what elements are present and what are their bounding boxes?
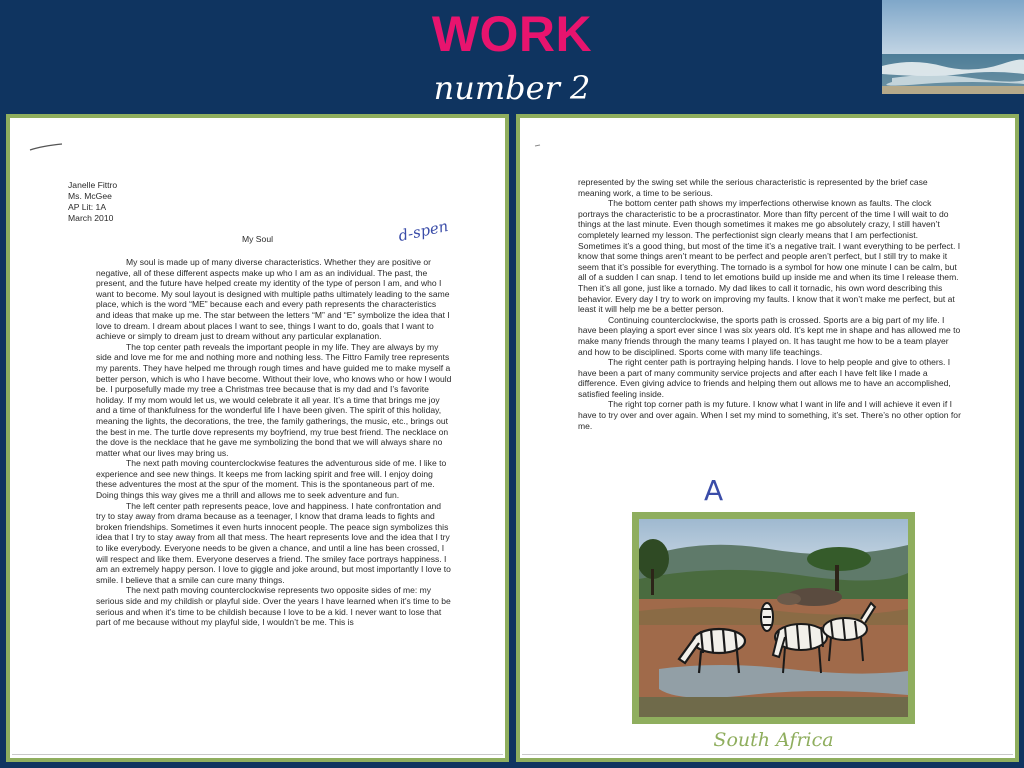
pen-mark-icon: [28, 136, 68, 156]
class-name: AP Lit: 1A: [68, 202, 107, 212]
essay-title: My Soul: [241, 234, 274, 244]
paragraph: The next path moving counterclockwise represents two opposite sides of me: my serious side and my childish or playful side. Over the years I have learned when it’s time to be serious and when it’s time to be childish because I love to be a kid. I never want to lose that part of me because without my playful side, I wouldn’t be me. This is: [96, 585, 451, 628]
ocean-wave-photo: [882, 0, 1024, 94]
essay-date: March 2010: [68, 213, 114, 223]
paragraph: My soul is made up of many diverse characteristics. Whether they are positive or negative, all of these different aspects make up who I am as an individual. The past, the present, and the future have helped create my identity of the type of person I am, and who I want to become. My soul layout is designed with multiple paths ultimately leading to the same place, which is the word “ME” because each and every path represents the characteristics and ideas that make up me. The star between the letters “M” and “E” symbolize the idea that I love to dream. I dream about places I want to see, things I want to do, goals that I want to achieve or simply to dream just to dream without any particular explanation.: [96, 257, 450, 342]
paragraph: The top center path reveals the important people in my life. They are always by my side and love me for me and nothing more and nothing less. The Fittro Family tree represents my parents. They have helped me through rough times and have guided me to make myself a better person, which is who I have become. Without their love, who knows who or how I would be. I purposefully made my tree a Christmas tree because that is my dad and I’s favorite holiday. If my mom would let us, we would celebrate it all year. It’s a time that brings me joy and a time of thankfulness for the wonderful life I have been given. The spirit of this holiday, meaning the lights, the decorations, the tree, the family gatherings, the music, etc., brings out the best in me. The turtle dove represents my boyfriend, my true best friend. The necklace on the dove is the necklace that he gave me symbolizing the bond that we will always share no matter what our lives may bring us.: [96, 341, 452, 458]
slide-subtitle: number 2: [433, 69, 591, 107]
paragraph: Continuing counterclockwise, the sports path is crossed. Sports are a big part of my life. I have been playing a sport ever since I was six years old. It’s kept me in shape and has allowed me to make many friends through the many teams I played on. It has taught me how to be a team player and how to be disciplined. Sports come with many life teachings.: [578, 314, 961, 357]
photo-caption: South Africa: [713, 729, 834, 751]
slide-title: WORK: [431, 6, 593, 62]
essay-body-left: [96, 257, 452, 628]
paragraph: The bottom center path shows my imperfections otherwise known as faults. The clock portrays the characteristic to be a procrastinator. More than fifty percent of the time I will wait to do things at the last minute. Even though sometimes it makes me go absolutely crazy, I still haven’t completely learned my lesson. The perfectionist sign clearly means that I am perfectionist. Sometimes it’s a good thing, but most of the time it’s a negative trait. I want everything to be perfect. I know that some things aren’t meant to be perfect and people aren’t perfect, but I still try to make it seem that it’s possible for everything. The tornado is a symbol for how one minute I can be calm, but all of a sudden I can snap. I tend to let emotions build up inside me and when its time I release them. Then it’s all gone, just like a tornado. My dad likes to call it tornadic, his own word describing this behavior. Every day I try to work on improving my faults. I know that it won’t make me perfect, but at least it will help me be a better person.: [578, 198, 961, 315]
paragraph: The next path moving counterclockwise features the adventurous side of me. I like to experience and see new things. It keeps me from lacking spirit and free will. I enjoy doing these adventures the most at the spur of the moment. This is the spontaneous part of me. Doing things this way gives me a thrill and allows me to seek adventure and fun.: [96, 458, 447, 501]
zebra-photo-frame: [632, 512, 915, 724]
essay-body-right: [578, 177, 962, 431]
grade-mark: A: [704, 474, 724, 507]
paragraph: The right center path is portraying helping hands. I love to help people and give to others. I have been a part of many community service projects and after each I have felt like I made a difference. Even giving advice to friends and helping them out allows me to have an accomplished, satisfied feeling inside.: [578, 357, 951, 399]
handwritten-note: d-spen: [396, 216, 450, 246]
page-bottom-rule: [12, 754, 503, 755]
paragraph: The right top corner path is my future. I know what I want in life and I will achieve it even if I have to try over and over again. When I set my mind to something, it’s set. There’s no other option for me.: [578, 399, 961, 431]
essay-header: [68, 180, 117, 224]
zebra-watering-hole-photo: [639, 519, 908, 717]
author-name: Janelle Fittro: [68, 180, 118, 190]
page-bottom-rule: [522, 754, 1013, 755]
paragraph: represented by the swing set while the serious characteristic is represented by the brief case meaning work, a time to be serious.: [578, 177, 928, 198]
essay-page-1: [6, 114, 509, 762]
paragraph: The left center path represents peace, love and happiness. I hate confrontation and try to stay away from drama because as a teenager, I know that drama leads to fights and broken friendships. Sometimes it even hurts innocent people. The peace sign symbolizes this idea that I try to stay away from all that mess. The heart represents love and the idea that I try to like everybody. Everyone needs to be given a chance, and until a line has been crossed, I will respect and like them. Everyone deserves a friend. The smiley face portrays happiness. I am an extremely happy person. I love to giggle and joke around, but most importantly I love to smile. I believe that a smile can cure many things.: [96, 500, 451, 585]
pen-mark-icon: [532, 138, 552, 152]
teacher-name: Ms. McGee: [68, 191, 112, 201]
